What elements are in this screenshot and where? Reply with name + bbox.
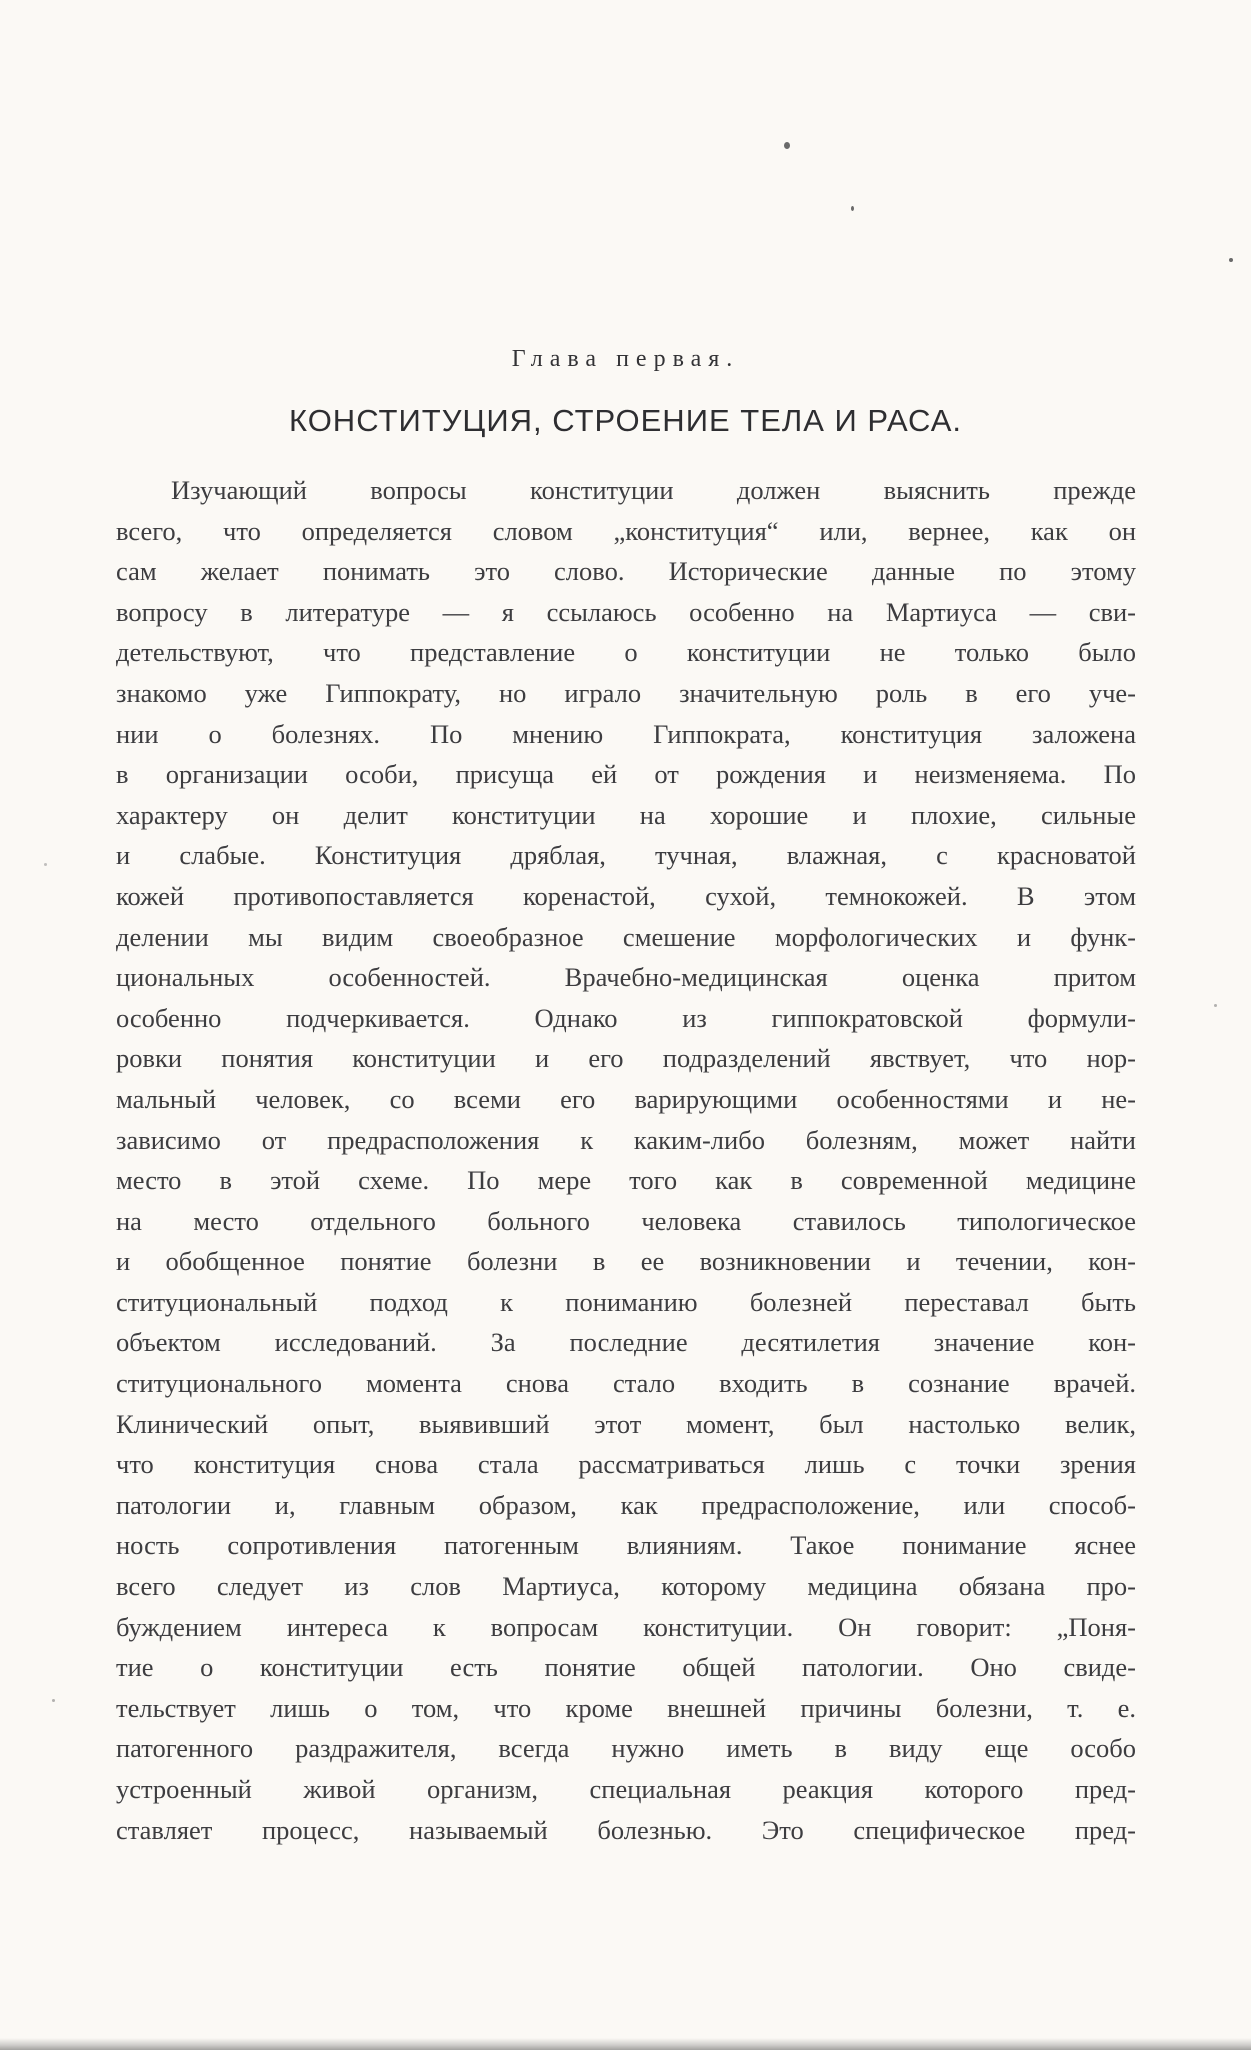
body-line: в организации особи, присуща ей от рождения и неизменяема. По xyxy=(116,759,1136,790)
paper-speck xyxy=(851,206,854,211)
body-line: характеру он делит конституции на хорошие и плохие, сильные xyxy=(116,799,1136,830)
body-line: что конституция снова стала рассматриваться лишь с точки зрения xyxy=(116,1449,1136,1480)
chapter-title: КОНСТИТУЦИЯ, СТРОЕНИЕ ТЕЛА И РАСА. xyxy=(288,403,962,438)
body-line: ность сопротивления патогенным влияниям. Такое понимание яснее xyxy=(116,1530,1136,1561)
body-line: устроенный живой организм, специальная реакция которого пред- xyxy=(116,1774,1136,1804)
chapter-label: Глава первая. xyxy=(511,346,740,372)
body-line: детельствуют, что представление о конституции не только было xyxy=(116,637,1136,668)
body-line: кожей противопоставляется коренастой, сухой, темнокожей. В этом xyxy=(116,880,1136,911)
body-line: на место отдельного больного человека ставилось типологическое xyxy=(116,1205,1136,1236)
body-line: Изучающий вопросы конституции должен выяснить прежде xyxy=(171,475,1136,505)
body-line: ровки понятия конституции и его подразделений явствует, что нор- xyxy=(116,1043,1136,1074)
body-line: тие о конституции есть понятие общей патологии. Оно свиде- xyxy=(116,1652,1136,1683)
body-text xyxy=(116,470,1136,1850)
body-line: ставляет процесс, называемый болезнью. Это специфическое пред- xyxy=(116,1814,1136,1845)
body-line: и слабые. Конституция дряблая, тучная, влажная, с красноватой xyxy=(116,840,1136,871)
body-line: ституциональный подход к пониманию болезней переставал быть xyxy=(116,1286,1136,1317)
body-line: место в этой схеме. По мере того как в современной медицине xyxy=(116,1165,1136,1196)
body-line: всего следует из слов Мартиуса, которому медицина обязана про- xyxy=(116,1571,1136,1602)
paper-speck xyxy=(1229,258,1233,262)
body-line: и обобщенное понятие болезни в ее возникновении и течении, кон- xyxy=(116,1246,1136,1277)
body-line: буждением интереса к вопросам конституции. Он говорит: „Поня- xyxy=(116,1611,1136,1642)
body-line: особенно подчеркивается. Однако из гиппократовской формули- xyxy=(116,1002,1136,1033)
body-line: делении мы видим своеобразное смешение морфологических и функ- xyxy=(116,921,1136,952)
body-line: нии о болезнях. По мнению Гиппократа, конституция заложена xyxy=(116,718,1136,749)
paper-speck xyxy=(52,1699,55,1702)
body-line: зависимо от предрасположения к каким-либо болезням, может найти xyxy=(116,1124,1136,1155)
body-line: циональных особенностей. Врачебно-медицинская оценка притом xyxy=(116,962,1136,993)
body-line: всего, что определяется словом „конституция“ или, вернее, как он xyxy=(116,515,1136,546)
body-line: патологии и, главным образом, как предрасположение, или способ- xyxy=(116,1489,1136,1520)
body-line: патогенного раздражителя, всегда нужно иметь в виду еще особо xyxy=(116,1733,1136,1764)
body-line: знакомо уже Гиппократу, но играло значительную роль в его уче- xyxy=(116,677,1136,708)
scan-edge xyxy=(0,2038,1251,2050)
body-line: тельствует лишь о том, что кроме внешней причины болезни, т. е. xyxy=(116,1692,1136,1723)
paper-speck xyxy=(1214,1004,1217,1007)
body-line: сам желает понимать это слово. Исторические данные по этому xyxy=(116,556,1136,587)
body-line: вопросу в литературе — я ссылаюсь особенно на Мартиуса — сви- xyxy=(116,596,1136,627)
paper-speck xyxy=(784,142,790,149)
paper-speck xyxy=(44,863,47,866)
body-line: Клинический опыт, выявивший этот момент, был настолько велик, xyxy=(116,1408,1136,1439)
body-line: ституционального момента снова стало входить в сознание врачей. xyxy=(116,1368,1136,1399)
body-line: объектом исследований. За последние десятилетия значение кон- xyxy=(116,1327,1136,1358)
body-line: мальный человек, со всеми его варирующими особенностями и не- xyxy=(116,1083,1136,1114)
